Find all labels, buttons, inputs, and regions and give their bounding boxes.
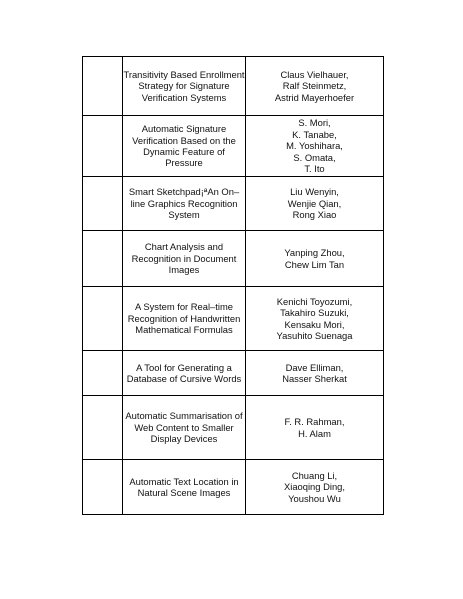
paper-title-cell [123,116,246,176]
author-line: Chuang Li, [291,469,338,481]
title-line: Smart Sketchpad¡ªAn On– [128,186,240,198]
paper-title-cell [123,396,246,459]
title-line: Natural Scene Images [137,487,231,498]
author-line: Astrid Mayerhoefer [274,91,355,103]
author-line: Liu Wenyin, [290,186,339,198]
title-line: Strategy for Signature [138,80,230,92]
title-line: Automatic Signature [141,123,227,135]
table-row [83,396,384,460]
title-line: Display Devices [150,433,218,445]
author-line: Claus Vielhauer, [280,68,349,80]
authors-cell [246,287,384,350]
author-line: M. Yoshihara, [286,140,343,152]
title-line: Pressure [165,157,203,169]
author-line: Nasser Sherkat [282,373,347,384]
title-line: Transitivity Based Enrollment [123,68,245,80]
table-row [83,287,384,351]
author-line: Yanping Zhou, [284,247,345,259]
authors-cell [246,116,384,176]
title-line: Recognition in Document [131,252,237,264]
paper-title-cell [123,231,246,286]
empty-cell [83,351,123,395]
author-line: K. Tanabe, [292,128,337,140]
title-line: Automatic Summarisation of [125,410,243,422]
author-line: F. R. Rahman, [284,416,345,428]
title-line: Verification Based on the [132,134,236,146]
title-line: Mathematical Formulas [135,324,233,336]
paper-title-cell [123,57,246,115]
title-line: Automatic Text Location in [129,475,239,487]
empty-cell [83,116,123,176]
title-line: Dynamic Feature of [143,146,225,157]
table-row [83,116,384,177]
author-line: Kensaku Mori, [284,318,345,330]
author-line: Ralf Steinmetz, [282,80,347,92]
title-line: Verification Systems [141,91,227,103]
author-line: T. Ito [304,163,325,175]
author-line: H. Alam [298,427,331,439]
authors-cell [246,460,384,514]
table-row [83,177,384,231]
title-line: A System for Real–time [135,301,233,313]
paper-title-cell [123,287,246,350]
author-line: Wenjie Qian, [287,197,342,209]
title-line: Web Content to Smaller [134,421,234,433]
empty-cell [83,177,123,230]
paper-title-cell [123,177,246,230]
authors-cell [246,177,384,230]
paper-title-cell [123,460,246,514]
author-line: Takahiro Suzuki, [280,307,349,319]
empty-cell [83,231,123,286]
title-line: A Tool for Generating a [136,361,232,373]
author-line: Xiaoqing Ding, [284,481,345,493]
paper-title-cell [123,351,246,395]
title-line: line Graphics Recognition [130,197,238,209]
title-line: Chart Analysis and [144,241,224,253]
table-row [83,351,384,396]
empty-cell [83,287,123,350]
title-line: Database of Cursive Words [126,373,242,384]
authors-cell [246,57,384,115]
authors-cell [246,231,384,286]
author-line: S. Omata, [293,151,336,163]
author-line: Rong Xiao [292,209,337,221]
table-row [83,231,384,287]
title-line: Images [168,264,200,276]
authors-cell [246,351,384,395]
table-row [83,57,384,116]
author-line: Chew Lim Tan [284,258,345,270]
author-line: Youshou Wu [288,492,341,504]
title-line: Recognition of Handwritten [127,312,241,324]
papers-table [82,56,384,515]
author-line: Kenichi Toyozumi, [276,295,353,307]
authors-cell [246,396,384,459]
author-line: Yasuhito Suenaga [276,329,353,341]
title-line: System [168,209,200,221]
empty-cell [83,460,123,514]
author-line: Dave Elliman, [285,361,344,373]
empty-cell [83,57,123,115]
empty-cell [83,396,123,459]
table-row [83,460,384,515]
author-line: S. Mori, [298,117,331,129]
